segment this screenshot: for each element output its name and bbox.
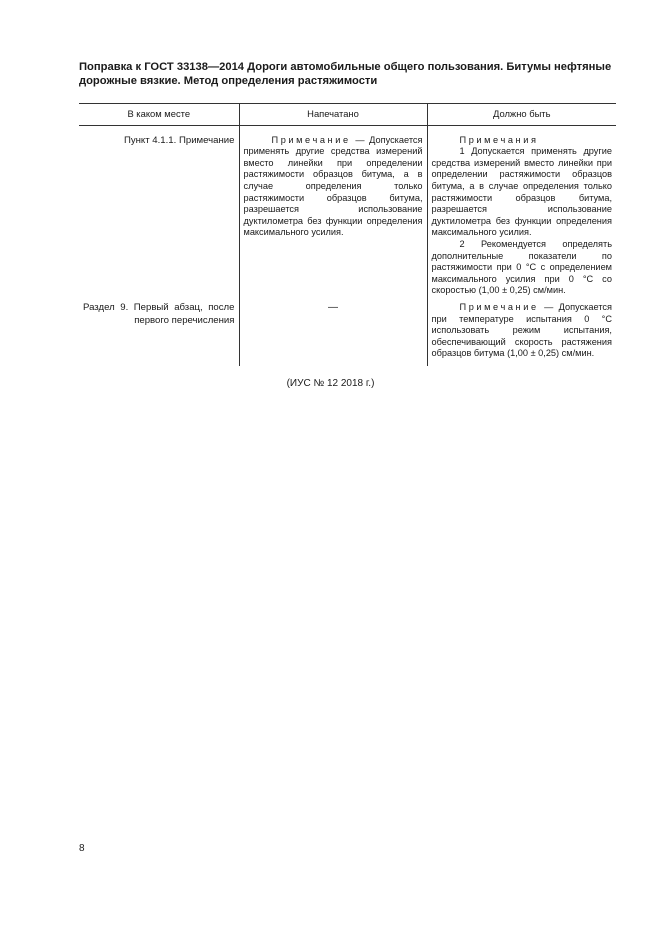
row1-printed <box>239 125 427 301</box>
table-row <box>79 301 616 366</box>
page-number: 8 <box>79 843 85 854</box>
row2-printed: — <box>239 301 427 366</box>
row1-printed-body: — Допускается применять другие средства измерений вместо линейки при определении растяжимости образцов битума, а в случае определения только растяжимости образцов битума, разрешается использование дуктилометра без функции определения максимального усилия. <box>243 134 423 238</box>
row2-should-be <box>427 301 616 366</box>
row1-printed-label: Примечание <box>271 134 351 145</box>
corrections-table <box>79 103 616 366</box>
document-title <box>79 60 619 88</box>
row1-place: Пункт 4.1.1. Примечание <box>123 134 235 146</box>
table-row <box>79 125 616 301</box>
header-should-be: Должно быть <box>427 104 616 126</box>
source-reference: (ИУС № 12 2018 г.) <box>286 378 375 389</box>
row2-should-label: Примечание <box>459 301 539 312</box>
header-printed: Напечатано <box>239 104 427 126</box>
table-header-row <box>79 104 616 126</box>
document-title-line2: дорожные вязкие. Метод определения растяжимости <box>79 75 378 87</box>
row2-should-body: — Допускается при температуре испытания 0 °С использовать режим испытания, обеспечивающий скорость растяжения образцов битума (1,00 ± 0,25) см/мин. <box>431 301 612 359</box>
row1-should-be <box>427 125 616 301</box>
document-title-line1: Поправка к ГОСТ 33138—2014 Дороги автомобильные общего пользования. Битумы нефтяные <box>79 61 612 73</box>
row2-place: Раздел 9. Первый абзац, после первого перечисления <box>83 301 235 326</box>
row1-printed-text <box>244 135 423 239</box>
header-where: В каком месте <box>79 104 239 126</box>
row1-should-label: Примечания <box>459 134 539 145</box>
row2-should-text <box>432 302 613 360</box>
row1-should-item2: 2 Рекомендуется определять дополнительные показатели по растяжимости при 0 °С с определением максимального усилия при 0 °С со скоростью (1,00 ± 0,25) см/мин. <box>431 238 612 296</box>
row1-should-item1: 1 Допускается применять другие средства измерений вместо линейки при определении растяжимости образцов битума, а в случае определения только растяжимости образцов битума, разрешается использование дуктилометра без функции определения максимального усилия. <box>431 146 612 238</box>
